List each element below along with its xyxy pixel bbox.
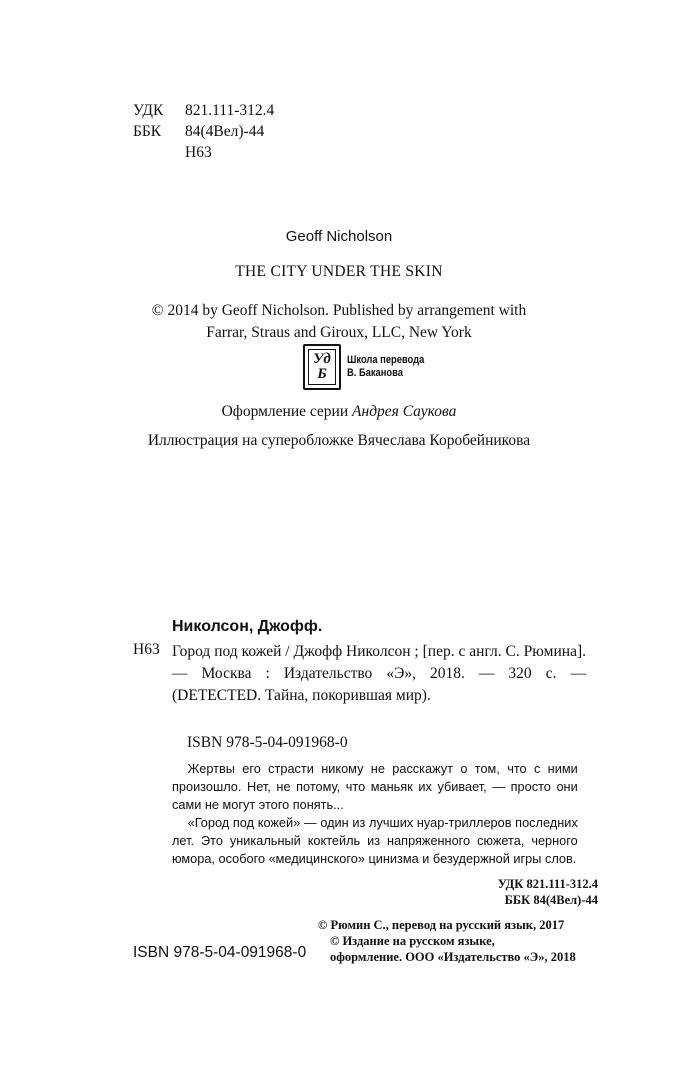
- isbn-bottom: ISBN 978-5-04-091968-0: [133, 944, 307, 961]
- bbk-right: ББК 84(4Вел)-44: [504, 893, 598, 907]
- translation-school-logo: [303, 344, 438, 390]
- rights-line-2: © Издание на русском языке,: [330, 934, 495, 948]
- author-mark-row: [133, 142, 274, 163]
- design-label: Оформление серии: [221, 403, 353, 420]
- udk-value: 821.111-312.4: [185, 102, 275, 119]
- logo-text: [347, 354, 424, 380]
- catalog-isbn: ISBN 978-5-04-091968-0: [187, 734, 348, 751]
- udk-label: УДК: [133, 102, 164, 119]
- author-mark-value: Н63: [185, 144, 212, 161]
- copyright-line-2: Farrar, Straus and Giroux, LLC, New York: [206, 324, 472, 341]
- annotation-paragraph-2: «Город под кожей» — один из лучших нуар-триллеров последних лет. Это уникальный коктейль из напряженного сюжета, черного юмора, особого «медицинского» цинизма и безудержной игры слов.: [172, 815, 578, 866]
- catalog-code: Н63: [133, 641, 160, 658]
- bbk-row: [133, 121, 274, 142]
- rights-line-1: © Рюмин С., перевод на русский язык, 2017: [318, 918, 565, 932]
- rights-notice: [318, 917, 600, 965]
- catalog-author-heading: Николсон, Джофф.: [172, 618, 323, 635]
- udk-right: УДК 821.111-312.4: [497, 877, 598, 891]
- annotation-paragraph-1: Жертвы его страсти никому не расскажут о том, что с ними произошло. Нет, не потому, что маньяк их убивает, — просто они сами не могут этого понять...: [172, 761, 578, 812]
- logo-monogram-top: Уд: [313, 351, 331, 367]
- original-title: THE CITY UNDER THE SKIN: [235, 263, 443, 280]
- bbk-value: 84(4Вел)-44: [185, 123, 265, 140]
- design-name: Андрея Саукова: [352, 403, 457, 420]
- right-classification: [498, 876, 598, 908]
- bbk-label: ББК: [133, 123, 162, 140]
- logo-monogram-bottom: Б: [317, 366, 327, 382]
- rights-line-3: оформление. ООО «Издательство «Э», 2018: [330, 950, 576, 964]
- illustration-credit: Иллюстрация на суперобложке Вячеслава Коробейникова: [147, 432, 531, 449]
- catalog-description: Город под кожей / Джофф Николсон ; [пер. с англ. С. Рюмина]. — Москва : Издательство «Э», 2018. — 320 с. — (DETECTED. Тайна, покорившая мир).: [172, 643, 586, 704]
- logo-monogram-icon: [303, 344, 341, 390]
- copyright-line-1: © 2014 by Geoff Nicholson. Published by arrangement with: [151, 302, 527, 319]
- logo-line-1: Школа перевода: [347, 354, 425, 366]
- original-author: Geoff Nicholson: [285, 228, 393, 245]
- classification-codes: [133, 100, 274, 163]
- copyright-notice: [0, 300, 678, 344]
- udk-row: [133, 100, 274, 121]
- series-design-credit: [0, 403, 678, 421]
- annotation: [172, 760, 578, 868]
- logo-line-2: В. Баканова: [347, 367, 403, 379]
- author-mark-label: [133, 142, 185, 163]
